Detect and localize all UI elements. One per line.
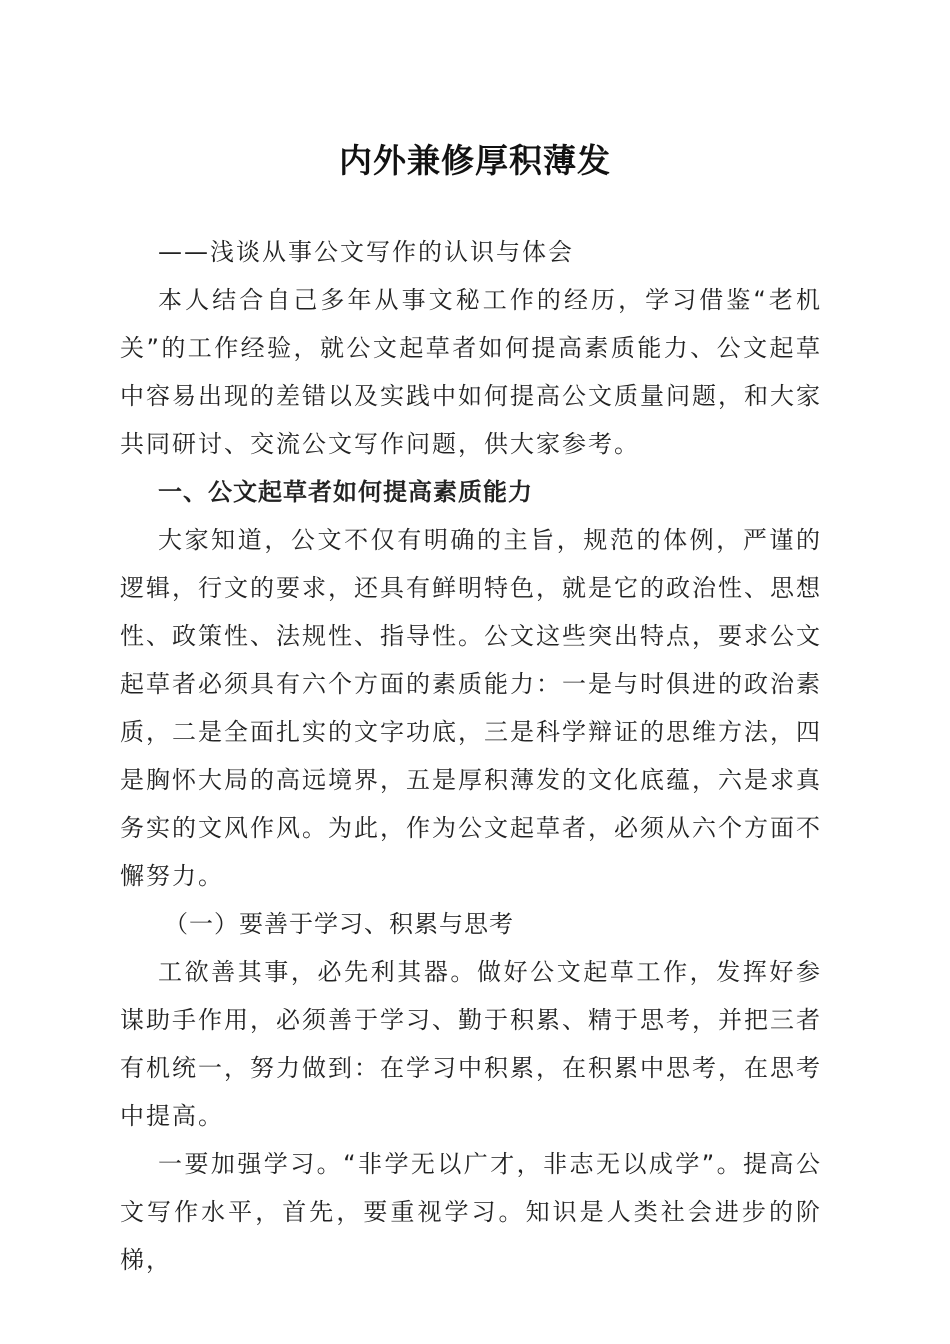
- intro-paragraph: 本人结合自己多年从事文秘工作的经历，学习借鉴“老机关”的工作经验，就公文起草者如何提高素质能力、公文起草中容易出现的差错以及实践中如何提高公文质量问题，和大家共同研讨、交流公文写作问题，供大家参考。: [120, 286, 822, 458]
- body-paragraph: 工欲善其事，必先利其器。做好公文起草工作，发挥好参谋助手作用，必须善于学习、勤于积累、精于思考，并把三者有机统一，努力做到：在学习中积累，在积累中思考，在思考中提高。: [120, 958, 822, 1130]
- body-paragraph: 大家知道，公文不仅有明确的主旨，规范的体例，严谨的逻辑，行文的要求，还具有鲜明特色，就是它的政治性、思想性、政策性、法规性、指导性。公文这些突出特点，要求公文起草者必须具有六个方面的素质能力：一是与时俱进的政治素质，二是全面扎实的文字功底，三是科学辩证的思维方法，四是胸怀大局的高远境界，五是厚积薄发的文化底蕴，六是求真务实的文风作风。为此，作为公文起草者，必须从六个方面不懈努力。: [120, 526, 822, 890]
- document-title: 内外兼修厚积薄发: [339, 141, 611, 180]
- document-body: [120, 228, 822, 1284]
- document-subtitle: ——浅谈从事公文写作的认识与体会: [158, 238, 574, 266]
- body-paragraph: 一要加强学习。“非学无以广才，非志无以成学”。提高公文写作水平，首先，要重视学习。知识是人类社会进步的阶梯，: [120, 1150, 822, 1274]
- section-heading: 一、公文起草者如何提高素质能力: [158, 478, 533, 506]
- subsection-heading: （一）要善于学习、积累与思考: [164, 910, 514, 938]
